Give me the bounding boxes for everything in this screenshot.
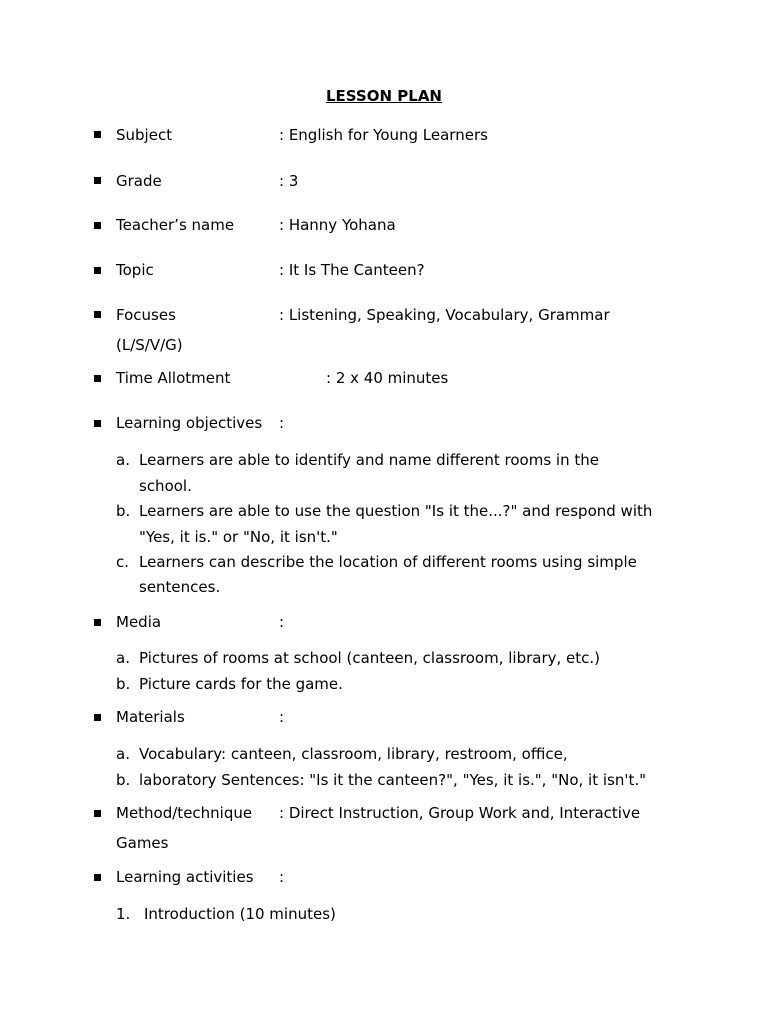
media-colon: : bbox=[279, 613, 285, 631]
bullet-icon bbox=[94, 375, 101, 382]
materials-marker: b. bbox=[116, 771, 131, 789]
materials-text: laboratory Sentences: "Is it the canteen?", "Yes, it is.", "No, it isn't." bbox=[139, 771, 647, 789]
materials-text: Vocabulary: canteen, classroom, library, restroom, office, bbox=[139, 745, 568, 763]
time-value: : 2 x 40 minutes bbox=[326, 369, 449, 387]
grade-value: : 3 bbox=[279, 172, 299, 190]
subject-label: Subject bbox=[116, 126, 173, 144]
activity-marker: 1. bbox=[116, 905, 131, 923]
teacher-label: Teacher’s name bbox=[116, 216, 235, 234]
objective-text: sentences. bbox=[139, 578, 221, 596]
objective-text: Learners are able to use the question "Is it the...?" and respond with bbox=[139, 502, 653, 520]
bullet-icon bbox=[94, 311, 101, 318]
objective-text: Learners can describe the location of different rooms using simple bbox=[139, 553, 637, 571]
focuses-continuation: (L/S/V/G) bbox=[116, 336, 183, 354]
bullet-icon bbox=[94, 714, 101, 721]
media-marker: a. bbox=[116, 649, 130, 667]
media-marker: b. bbox=[116, 675, 131, 693]
materials-marker: a. bbox=[116, 745, 130, 763]
bullet-icon bbox=[94, 874, 101, 881]
bullet-icon bbox=[94, 420, 101, 427]
time-label: Time Allotment bbox=[116, 369, 231, 387]
materials-label: Materials bbox=[116, 708, 185, 726]
materials-colon: : bbox=[279, 708, 285, 726]
bullet-icon bbox=[94, 810, 101, 817]
media-text: Pictures of rooms at school (canteen, classroom, library, etc.) bbox=[139, 649, 601, 667]
grade-label: Grade bbox=[116, 172, 162, 190]
focuses-value: : Listening, Speaking, Vocabulary, Grammar bbox=[279, 306, 610, 324]
objectives-label: Learning objectives bbox=[116, 414, 263, 432]
activities-label: Learning activities bbox=[116, 868, 254, 886]
activities-colon: : bbox=[279, 868, 285, 886]
bullet-icon bbox=[94, 267, 101, 274]
media-text: Picture cards for the game. bbox=[139, 675, 343, 693]
document-title: LESSON PLAN bbox=[326, 87, 442, 105]
objective-text: Learners are able to identify and name different rooms in the bbox=[139, 451, 599, 469]
objective-marker: b. bbox=[116, 502, 131, 520]
bullet-icon bbox=[94, 222, 101, 229]
method-continuation: Games bbox=[116, 834, 169, 852]
objective-text: school. bbox=[139, 477, 192, 495]
method-label: Method/technique bbox=[116, 804, 253, 822]
bullet-icon bbox=[94, 619, 101, 626]
objectives-colon: : bbox=[279, 414, 285, 432]
objective-marker: c. bbox=[116, 553, 130, 571]
bullet-icon bbox=[94, 131, 101, 138]
topic-label: Topic bbox=[116, 261, 154, 279]
topic-value: : It Is The Canteen? bbox=[279, 261, 425, 279]
media-label: Media bbox=[116, 613, 162, 631]
objective-text: "Yes, it is." or "No, it isn't." bbox=[139, 528, 338, 546]
subject-value: : English for Young Learners bbox=[279, 126, 488, 144]
method-value: : Direct Instruction, Group Work and, Interactive bbox=[279, 804, 641, 822]
focuses-label: Focuses bbox=[116, 306, 176, 324]
bullet-icon bbox=[94, 177, 101, 184]
objective-marker: a. bbox=[116, 451, 130, 469]
teacher-value: : Hanny Yohana bbox=[279, 216, 396, 234]
activity-text: Introduction (10 minutes) bbox=[144, 905, 336, 923]
